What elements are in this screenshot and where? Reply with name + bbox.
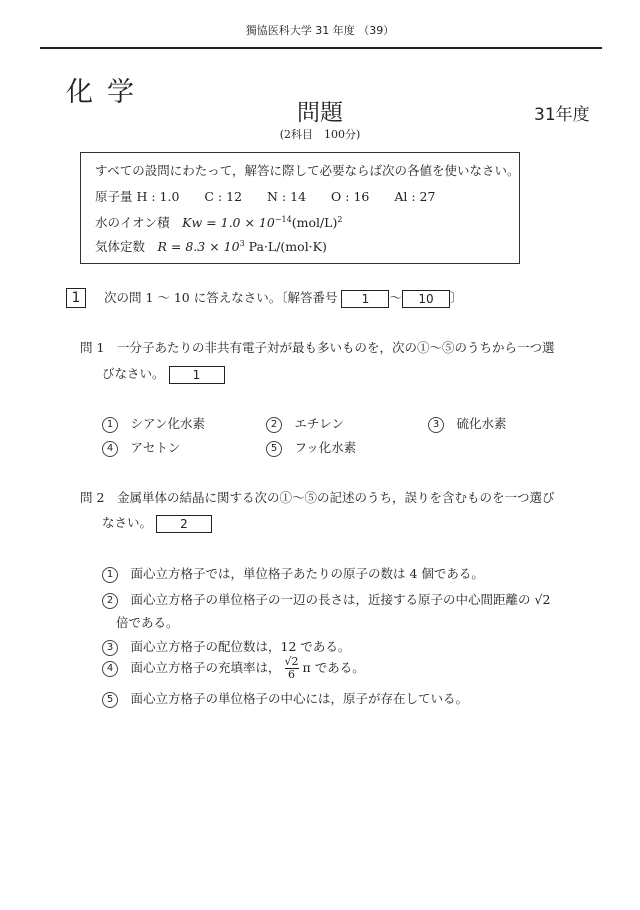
gas-constant: 気体定数 $R = 8.3 \times 10^3$ Pa·L/(mol·K) <box>95 238 327 254</box>
q2-choice-2: 2 面心立方格子の単位格子の一辺の長さは，近接する原子の中心間距離の √2 <box>102 590 550 609</box>
q1-answer-box: 1 <box>169 366 225 384</box>
q2-choice-1: 1 面心立方格子では，単位格子あたりの原子の数は 4 個である。 <box>102 564 484 583</box>
page-title: 問題 <box>297 100 343 126</box>
q1-choice-2: 2 エチレン <box>266 414 344 433</box>
atomic-masses: 原子量 H : 1.0 C : 12 N : 14 O : 16 Al : 27 <box>95 189 436 204</box>
exam-note: (2科目 100分) <box>279 128 361 141</box>
water-ion-product: 水のイオン積 $Kw = 1.0 \times 10^{-14}(mol/L)^2$ <box>95 214 343 230</box>
q1-choice-1: 1 シアン化水素 <box>102 414 205 433</box>
q2-choice-4: 4 面心立方格子の充填率は， $\frac{√2}{6}$ π である。 <box>102 656 365 681</box>
running-header: 獨協医科大学 31 年度 （39） <box>245 24 395 37</box>
q1-choice-3: 3 硫化水素 <box>428 414 507 433</box>
section-1-heading: 1 次の問 1 ～ 10 に答えなさい。〔解答番号 1 ～ 10 〕 <box>66 288 463 308</box>
answer-range-start: 1 <box>341 290 389 308</box>
q1-choice-4: 4 アセトン <box>102 438 180 457</box>
q1-choice-5: 5 フッ化水素 <box>266 438 356 457</box>
q2-choice-3: 3 面心立方格子の配位数は，12 である。 <box>102 637 350 656</box>
constants-box <box>80 152 520 264</box>
subject-title: 化学 <box>66 77 148 108</box>
exam-year: 31年度 <box>534 105 590 125</box>
q2-line2: なさい。 2 <box>102 513 212 533</box>
q2-choice-2-cont: 倍である。 <box>116 615 179 630</box>
q1-line2: びなさい。 1 <box>102 364 225 384</box>
q2-answer-box: 2 <box>156 515 212 533</box>
section-number: 1 <box>66 288 86 308</box>
answer-range-end: 10 <box>402 290 450 308</box>
header-rule <box>40 47 602 49</box>
q1-line1: 問 1 一分子あたりの非共有電子対が最も多いものを，次の①～⑤のうちから一つ選 <box>80 340 555 355</box>
q2-choice-5: 5 面心立方格子の単位格子の中心には，原子が存在している。 <box>102 689 468 708</box>
fraction: $\frac{√2}{6}$ <box>284 655 299 681</box>
q2-line1: 問 2 金属単体の結晶に関する次の①～⑤の記述のうち，誤りを含むものを一つ選び <box>80 490 555 505</box>
constants-intro: すべての設問にわたって，解答に際して必要ならば次の各値を使いなさい。 <box>95 163 520 178</box>
